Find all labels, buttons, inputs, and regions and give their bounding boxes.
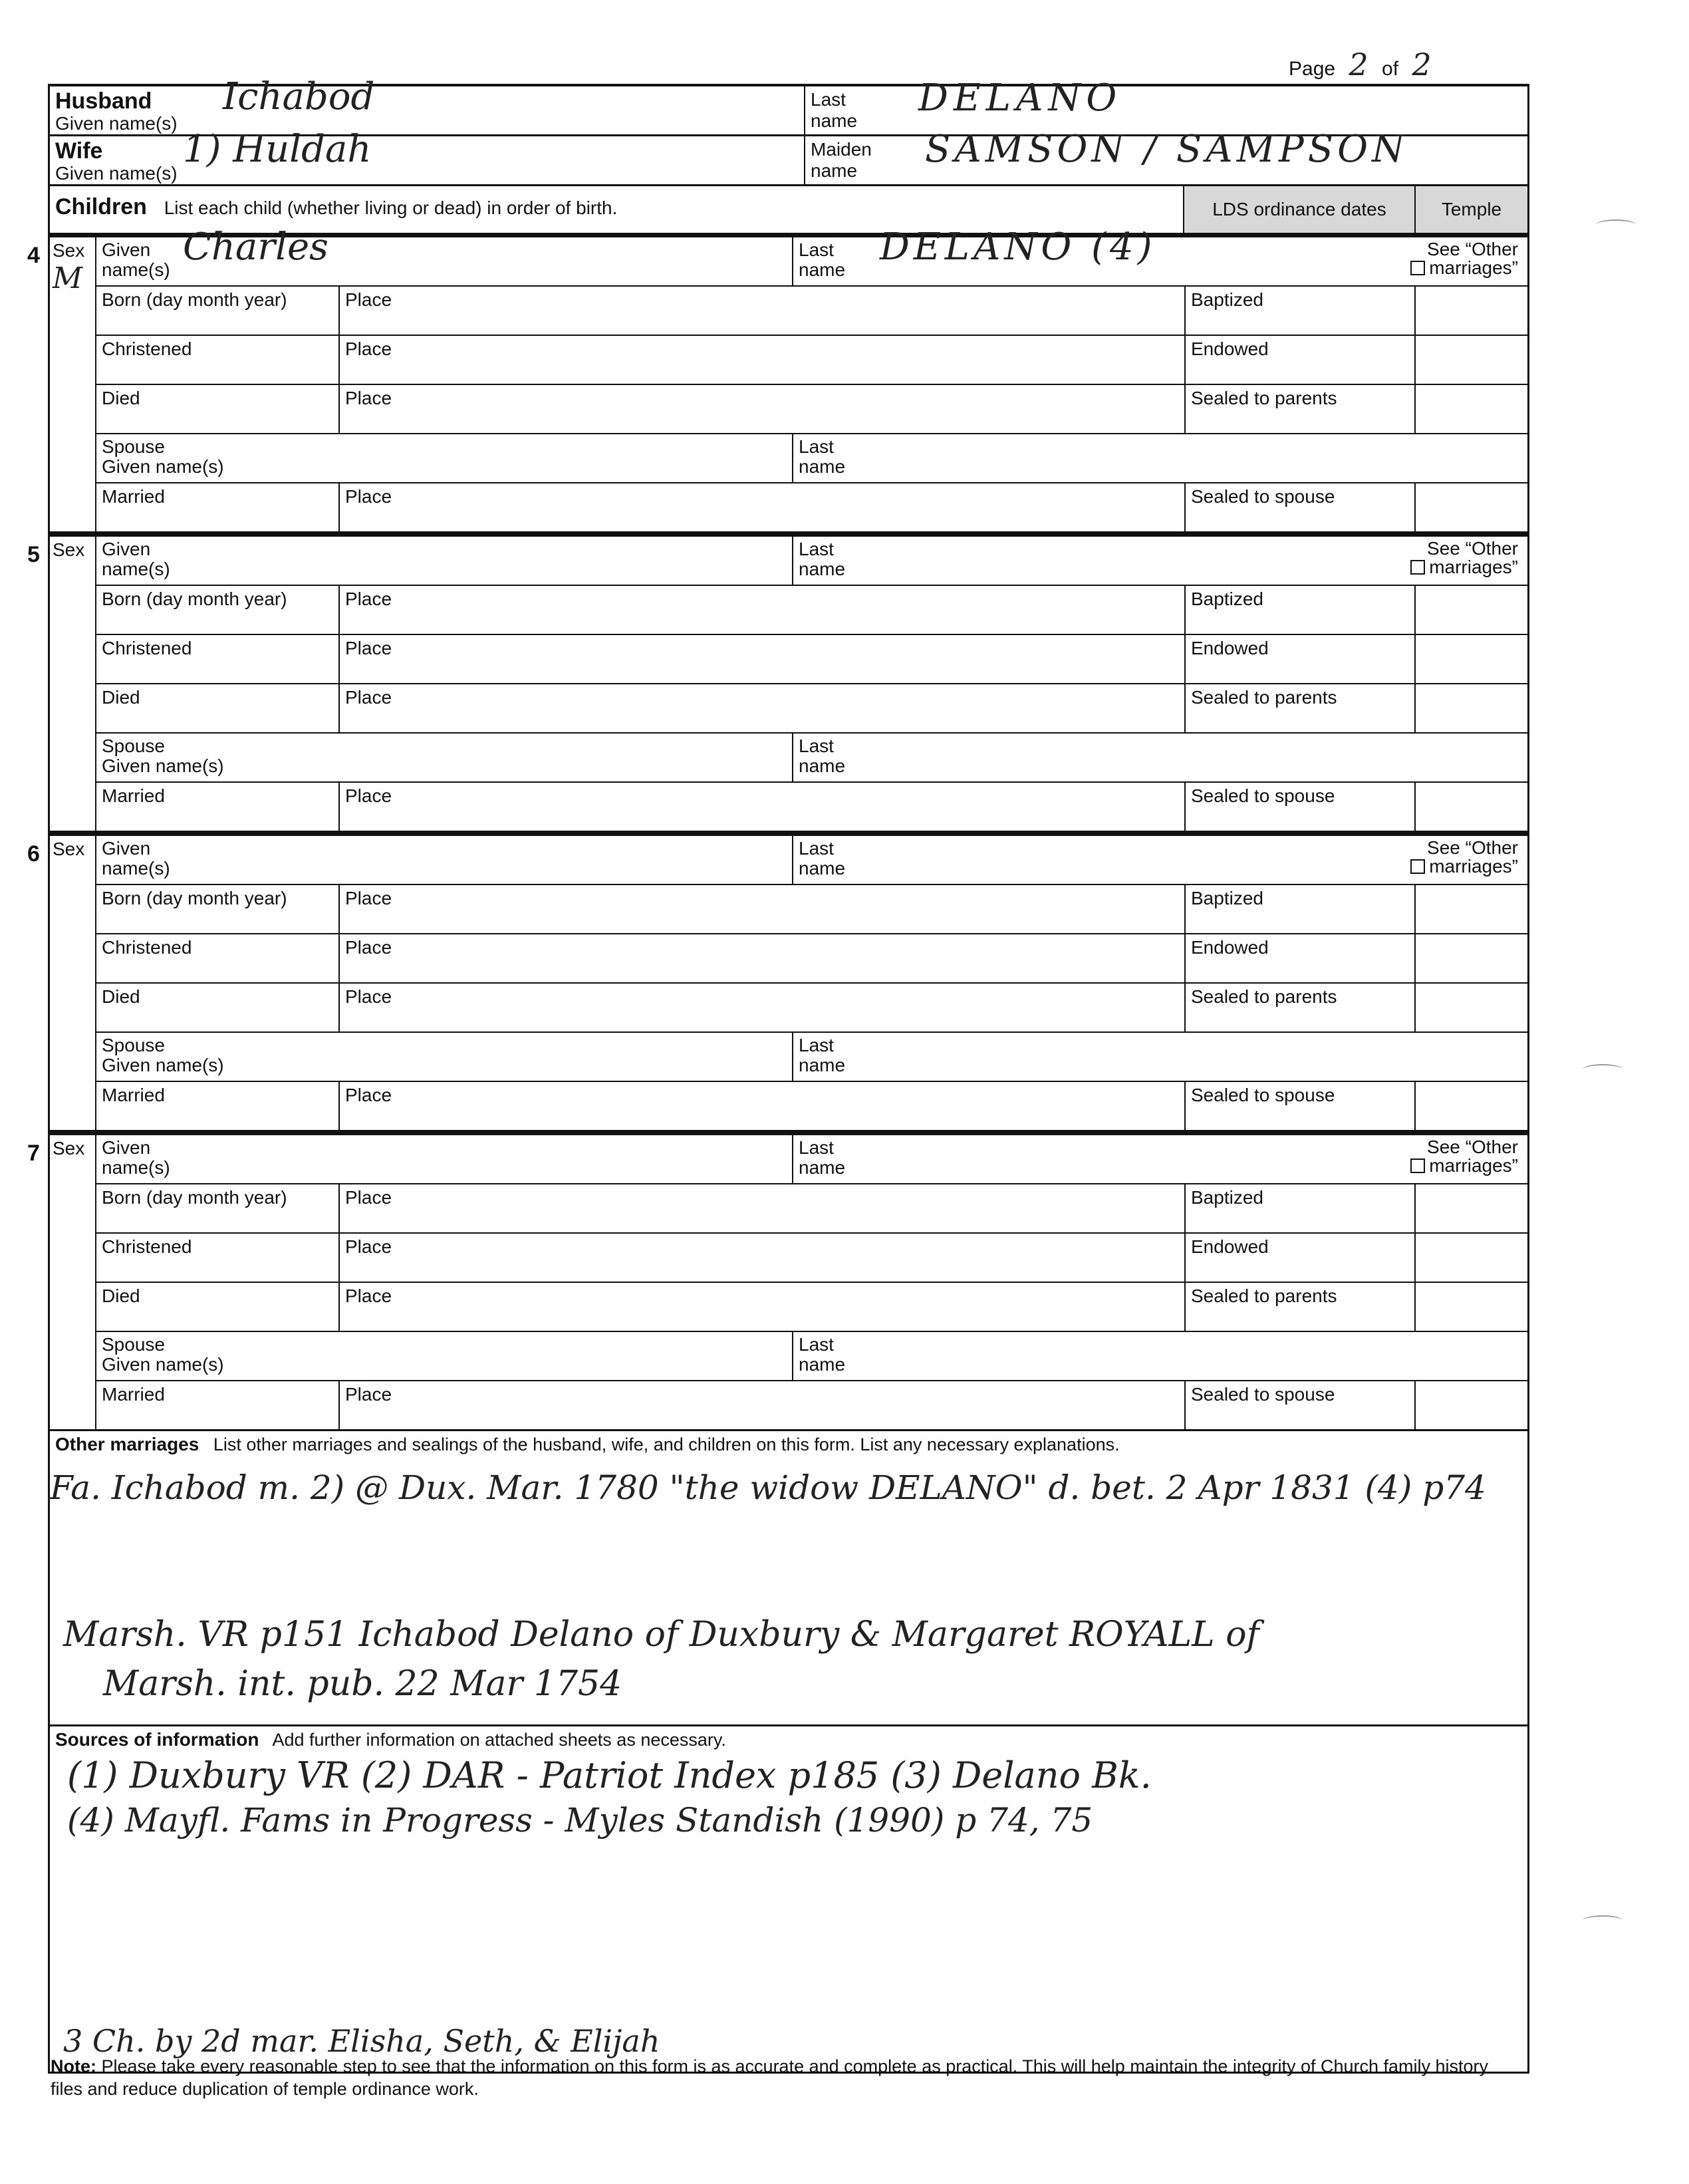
- endowed-temple[interactable]: [1416, 336, 1527, 384]
- married-place-label[interactable]: Place: [340, 1082, 1186, 1130]
- child-given-value: Charles: [183, 225, 328, 269]
- baptized-label[interactable]: Baptized: [1186, 287, 1416, 335]
- child-number: 5: [27, 542, 40, 567]
- child-block: [27, 833, 1529, 1132]
- sealed-spouse-temple[interactable]: [1416, 783, 1527, 831]
- spouse-given-field[interactable]: [96, 1033, 793, 1081]
- born-label[interactable]: Born (day month year): [96, 287, 340, 335]
- margin-mark: [1596, 219, 1636, 230]
- christened-label[interactable]: Christened: [96, 635, 340, 683]
- spouse-label-1: Spouse: [102, 436, 165, 457]
- baptized-temple[interactable]: [1416, 287, 1527, 335]
- endowed-temple[interactable]: [1416, 1234, 1527, 1282]
- born-row: [96, 287, 1527, 336]
- born-place-label[interactable]: Place: [340, 287, 1186, 335]
- sources-section[interactable]: [48, 1726, 1529, 2074]
- christened-place-label[interactable]: Place: [340, 934, 1186, 982]
- spouse-label-2: Given name(s): [102, 755, 224, 776]
- see-other-label-2: marriages”: [1429, 557, 1518, 577]
- form-note: [51, 2055, 1513, 2100]
- christened-row: [96, 934, 1527, 984]
- other-marriages-note-1: Fa. Ichabod m. 2) @ Dux. Mar. 1780 "the widow DELANO" d. bet. 2 Apr 1831 (4) p74: [50, 1468, 1486, 1507]
- spouse-last-field[interactable]: [793, 734, 1527, 781]
- sex-label: Sex: [53, 539, 85, 560]
- wife-title: Wife: [55, 138, 103, 164]
- died-label[interactable]: Died: [96, 385, 340, 433]
- baptized-label[interactable]: Baptized: [1186, 1184, 1416, 1232]
- endowed-label[interactable]: Endowed: [1186, 1234, 1416, 1282]
- born-label[interactable]: Born (day month year): [96, 1184, 340, 1232]
- last-label-2: name: [799, 755, 846, 776]
- given-label-1: Given: [102, 838, 151, 859]
- sources-note-3: 3 Ch. by 2d mar. Elisha, Seth, & Elijah: [63, 2023, 660, 2059]
- sealed-spouse-label[interactable]: Sealed to spouse: [1186, 483, 1416, 531]
- born-place-label[interactable]: Place: [340, 586, 1186, 634]
- last-label-2: name: [799, 259, 846, 280]
- christened-row: [96, 336, 1527, 385]
- spouse-row: [96, 1033, 1527, 1082]
- given-label-2: name(s): [102, 1157, 170, 1178]
- child-sex-value: M: [53, 261, 83, 295]
- died-label[interactable]: Died: [96, 1283, 340, 1331]
- page-total: 2: [1412, 47, 1432, 82]
- last-label-1: Last: [799, 1334, 834, 1355]
- child-number: 6: [27, 841, 40, 867]
- christened-label[interactable]: Christened: [96, 336, 340, 384]
- died-label[interactable]: Died: [96, 684, 340, 732]
- margin-mark: [1583, 1915, 1623, 1926]
- spouse-label-2: Given name(s): [102, 1055, 224, 1075]
- baptized-label[interactable]: Baptized: [1186, 586, 1416, 634]
- child-block: [27, 1132, 1529, 1431]
- children-instruction: List each child (whether living or dead) in order of birth.: [164, 198, 618, 218]
- last-label-2: name: [799, 559, 846, 579]
- see-other-label-2: marriages”: [1429, 856, 1518, 877]
- sealed-parents-label[interactable]: Sealed to parents: [1186, 684, 1416, 732]
- see-other-label-1: See “Other: [1427, 1137, 1518, 1157]
- christened-label[interactable]: Christened: [96, 934, 340, 982]
- sealed-parents-temple[interactable]: [1416, 684, 1527, 732]
- sex-label: Sex: [53, 240, 85, 261]
- wife-maiden-value: SAMSON / SAMPSON: [925, 128, 1408, 171]
- other-marriages-note-2: Marsh. VR p151 Ichabod Delano of Duxbury & Margaret ROYALL of: [63, 1615, 1259, 1655]
- spouse-label-2: Given name(s): [102, 456, 224, 477]
- other-marriages-note-3: Marsh. int. pub. 22 Mar 1754: [103, 1664, 622, 1704]
- sealed-spouse-temple[interactable]: [1416, 1082, 1527, 1130]
- died-row: [96, 684, 1527, 734]
- spouse-label-1: Spouse: [102, 1035, 165, 1055]
- last-label-2: name: [799, 1055, 846, 1075]
- see-other-marriages[interactable]: [1410, 240, 1518, 277]
- note-text: Please take every reasonable step to see that the information on this form is as accurate and complete as practical. This will help maintain the integrity of Church family history files and reduce duplication of temple ordinance work.: [51, 2056, 1489, 2099]
- husband-last-value: DELANO: [918, 76, 1122, 120]
- baptized-label[interactable]: Baptized: [1186, 885, 1416, 933]
- page-label: Page: [1289, 58, 1336, 80]
- married-label[interactable]: Married: [96, 483, 340, 531]
- sources-instruction: Add further information on attached sheets as necessary.: [272, 1730, 726, 1750]
- born-label[interactable]: Born (day month year): [96, 885, 340, 933]
- child-given-field[interactable]: [96, 1135, 793, 1183]
- died-row: [96, 1283, 1527, 1332]
- given-label-1: Given: [102, 239, 151, 260]
- married-place-label[interactable]: Place: [340, 483, 1186, 531]
- spouse-row: [96, 1332, 1527, 1381]
- christened-row: [96, 1234, 1527, 1283]
- sources-note-1: (1) Duxbury VR (2) DAR - Patriot Index p185 (3) Delano Bk.: [67, 1754, 1152, 1796]
- see-other-label-1: See “Other: [1427, 239, 1518, 259]
- sealed-spouse-label[interactable]: Sealed to spouse: [1186, 1082, 1416, 1130]
- baptized-temple[interactable]: [1416, 885, 1527, 933]
- endowed-temple[interactable]: [1416, 635, 1527, 683]
- page-current: 2: [1349, 47, 1368, 82]
- other-marriages-instruction: List other marriages and sealings of the husband, wife, and children on this form. List any necessary explanations.: [213, 1434, 1120, 1454]
- temple-header: Temple: [1414, 186, 1527, 233]
- child-block: [27, 225, 1529, 533]
- child-sex-field[interactable]: [50, 537, 96, 831]
- given-label-2: name(s): [102, 559, 170, 579]
- spouse-row: [96, 434, 1527, 483]
- sources-note-2: (4) Mayfl. Fams in Progress - Myles Standish (1990) p 74, 75: [67, 1801, 1093, 1840]
- married-place-label[interactable]: Place: [340, 783, 1186, 831]
- child-sex-field[interactable]: [50, 237, 96, 531]
- sealed-parents-label[interactable]: Sealed to parents: [1186, 385, 1416, 433]
- last-label-1: Last: [799, 838, 834, 859]
- married-row: [96, 1082, 1527, 1130]
- given-label-2: name(s): [102, 858, 170, 879]
- see-other-label-1: See “Other: [1427, 837, 1518, 858]
- given-label-1: Given: [102, 539, 151, 559]
- died-place-label[interactable]: Place: [340, 1283, 1186, 1331]
- sealed-spouse-label[interactable]: Sealed to spouse: [1186, 1381, 1416, 1429]
- endowed-label[interactable]: Endowed: [1186, 635, 1416, 683]
- page-indicator: [1289, 47, 1440, 82]
- given-label-2: name(s): [102, 259, 170, 280]
- sealed-parents-label[interactable]: Sealed to parents: [1186, 1283, 1416, 1331]
- family-group-form: [27, 75, 1529, 2074]
- child-name-row: [96, 225, 1527, 287]
- page-of-label: of: [1382, 58, 1399, 80]
- last-label-2: name: [799, 1354, 846, 1375]
- christened-place-label[interactable]: Place: [340, 1234, 1186, 1282]
- sources-title: Sources of information: [55, 1729, 259, 1750]
- wife-maiden-label-2: name: [811, 160, 858, 181]
- last-label-1: Last: [799, 239, 834, 260]
- died-place-label[interactable]: Place: [340, 684, 1186, 732]
- child-sex-field[interactable]: [50, 836, 96, 1130]
- husband-last-label-2: name: [811, 110, 858, 131]
- last-label-1: Last: [799, 736, 834, 756]
- endowed-temple[interactable]: [1416, 934, 1527, 982]
- spouse-last-field[interactable]: [793, 434, 1527, 482]
- wife-maiden-field[interactable]: [805, 128, 1527, 184]
- endowed-label[interactable]: Endowed: [1186, 934, 1416, 982]
- last-label-2: name: [799, 1157, 846, 1178]
- last-label-1: Last: [799, 539, 834, 559]
- baptized-temple[interactable]: [1416, 1184, 1527, 1232]
- child-last-field[interactable]: [793, 225, 1527, 285]
- sealed-spouse-temple[interactable]: [1416, 483, 1527, 531]
- see-other-checkbox[interactable]: [1410, 1159, 1425, 1173]
- wife-given-value: 1) Huldah: [183, 128, 372, 171]
- married-label[interactable]: Married: [96, 1381, 340, 1429]
- see-other-marriages[interactable]: [1410, 1138, 1518, 1175]
- last-label-1: Last: [799, 436, 834, 457]
- born-row: [96, 1184, 1527, 1234]
- spouse-label-1: Spouse: [102, 736, 165, 756]
- born-place-label[interactable]: Place: [340, 885, 1186, 933]
- child-given-field[interactable]: [96, 836, 793, 884]
- child-block: [27, 533, 1529, 833]
- born-row: [96, 586, 1527, 635]
- see-other-label-2: marriages”: [1429, 1155, 1518, 1176]
- spouse-given-field[interactable]: [96, 734, 793, 781]
- margin-mark: [1583, 1064, 1623, 1075]
- sealed-spouse-temple[interactable]: [1416, 1381, 1527, 1429]
- sealed-parents-temple[interactable]: [1416, 984, 1527, 1031]
- died-place-label[interactable]: Place: [340, 984, 1186, 1031]
- endowed-label[interactable]: Endowed: [1186, 336, 1416, 384]
- born-label[interactable]: Born (day month year): [96, 586, 340, 634]
- child-last-field[interactable]: [793, 1135, 1527, 1183]
- last-label-1: Last: [799, 1035, 834, 1055]
- lds-ordinance-header: LDS ordinance dates: [1183, 186, 1414, 233]
- born-row: [96, 885, 1527, 934]
- married-row: [96, 1381, 1527, 1429]
- sealed-spouse-label[interactable]: Sealed to spouse: [1186, 783, 1416, 831]
- husband-title: Husband: [55, 88, 152, 114]
- child-last-field[interactable]: [793, 537, 1527, 585]
- last-label-2: name: [799, 456, 846, 477]
- husband-given-value: Ichabod: [223, 75, 375, 118]
- christened-label[interactable]: Christened: [96, 1234, 340, 1282]
- see-other-checkbox[interactable]: [1410, 261, 1425, 275]
- spouse-given-field[interactable]: [96, 434, 793, 482]
- child-name-row: [96, 537, 1527, 586]
- christened-place-label[interactable]: Place: [340, 635, 1186, 683]
- died-row: [96, 984, 1527, 1033]
- sex-label: Sex: [53, 1138, 85, 1159]
- spouse-row: [96, 734, 1527, 783]
- see-other-checkbox[interactable]: [1410, 560, 1425, 575]
- died-label[interactable]: Died: [96, 984, 340, 1031]
- see-other-marriages[interactable]: [1410, 839, 1518, 876]
- baptized-temple[interactable]: [1416, 586, 1527, 634]
- see-other-marriages[interactable]: [1410, 539, 1518, 577]
- see-other-label-2: marriages”: [1429, 257, 1518, 278]
- married-label[interactable]: Married: [96, 1082, 340, 1130]
- child-number: 7: [27, 1141, 40, 1166]
- husband-last-label-1: Last: [811, 89, 846, 110]
- married-row: [96, 483, 1527, 531]
- christened-row: [96, 635, 1527, 684]
- husband-given-label: Given name(s): [55, 113, 178, 134]
- wife-given-label: Given name(s): [55, 163, 178, 184]
- wife-row: [48, 128, 1529, 186]
- children-title: Children: [55, 194, 147, 219]
- spouse-label-1: Spouse: [102, 1334, 165, 1355]
- died-place-label[interactable]: Place: [340, 385, 1186, 433]
- child-last-value: DELANO (4): [880, 225, 1156, 269]
- sealed-parents-temple[interactable]: [1416, 385, 1527, 433]
- see-other-label-1: See “Other: [1427, 538, 1518, 559]
- child-last-field[interactable]: [793, 836, 1527, 884]
- other-marriages-title: Other marriages: [55, 1434, 199, 1454]
- child-name-row: [96, 836, 1527, 885]
- christened-place-label[interactable]: Place: [340, 336, 1186, 384]
- given-label-1: Given: [102, 1137, 151, 1158]
- died-row: [96, 385, 1527, 434]
- last-label-1: Last: [799, 1137, 834, 1158]
- child-number: 4: [27, 243, 40, 268]
- see-other-checkbox[interactable]: [1410, 859, 1425, 874]
- sealed-parents-label[interactable]: Sealed to parents: [1186, 984, 1416, 1031]
- husband-given-field[interactable]: [50, 75, 805, 134]
- spouse-given-field[interactable]: [96, 1332, 793, 1380]
- born-place-label[interactable]: Place: [340, 1184, 1186, 1232]
- child-name-row: [96, 1135, 1527, 1184]
- married-label[interactable]: Married: [96, 783, 340, 831]
- spouse-label-2: Given name(s): [102, 1354, 224, 1375]
- spouse-last-field[interactable]: [793, 1332, 1527, 1380]
- child-given-field[interactable]: [96, 225, 793, 285]
- other-marriages-section[interactable]: [48, 1431, 1529, 1726]
- last-label-2: name: [799, 858, 846, 879]
- wife-maiden-label-1: Maiden: [811, 139, 872, 160]
- wife-given-field[interactable]: [50, 128, 805, 184]
- child-sex-field[interactable]: [50, 1135, 96, 1429]
- spouse-last-field[interactable]: [793, 1033, 1527, 1081]
- sealed-parents-temple[interactable]: [1416, 1283, 1527, 1331]
- married-place-label[interactable]: Place: [340, 1381, 1186, 1429]
- married-row: [96, 783, 1527, 831]
- sex-label: Sex: [53, 839, 85, 859]
- child-given-field[interactable]: [96, 537, 793, 585]
- note-label: Note:: [51, 2056, 96, 2076]
